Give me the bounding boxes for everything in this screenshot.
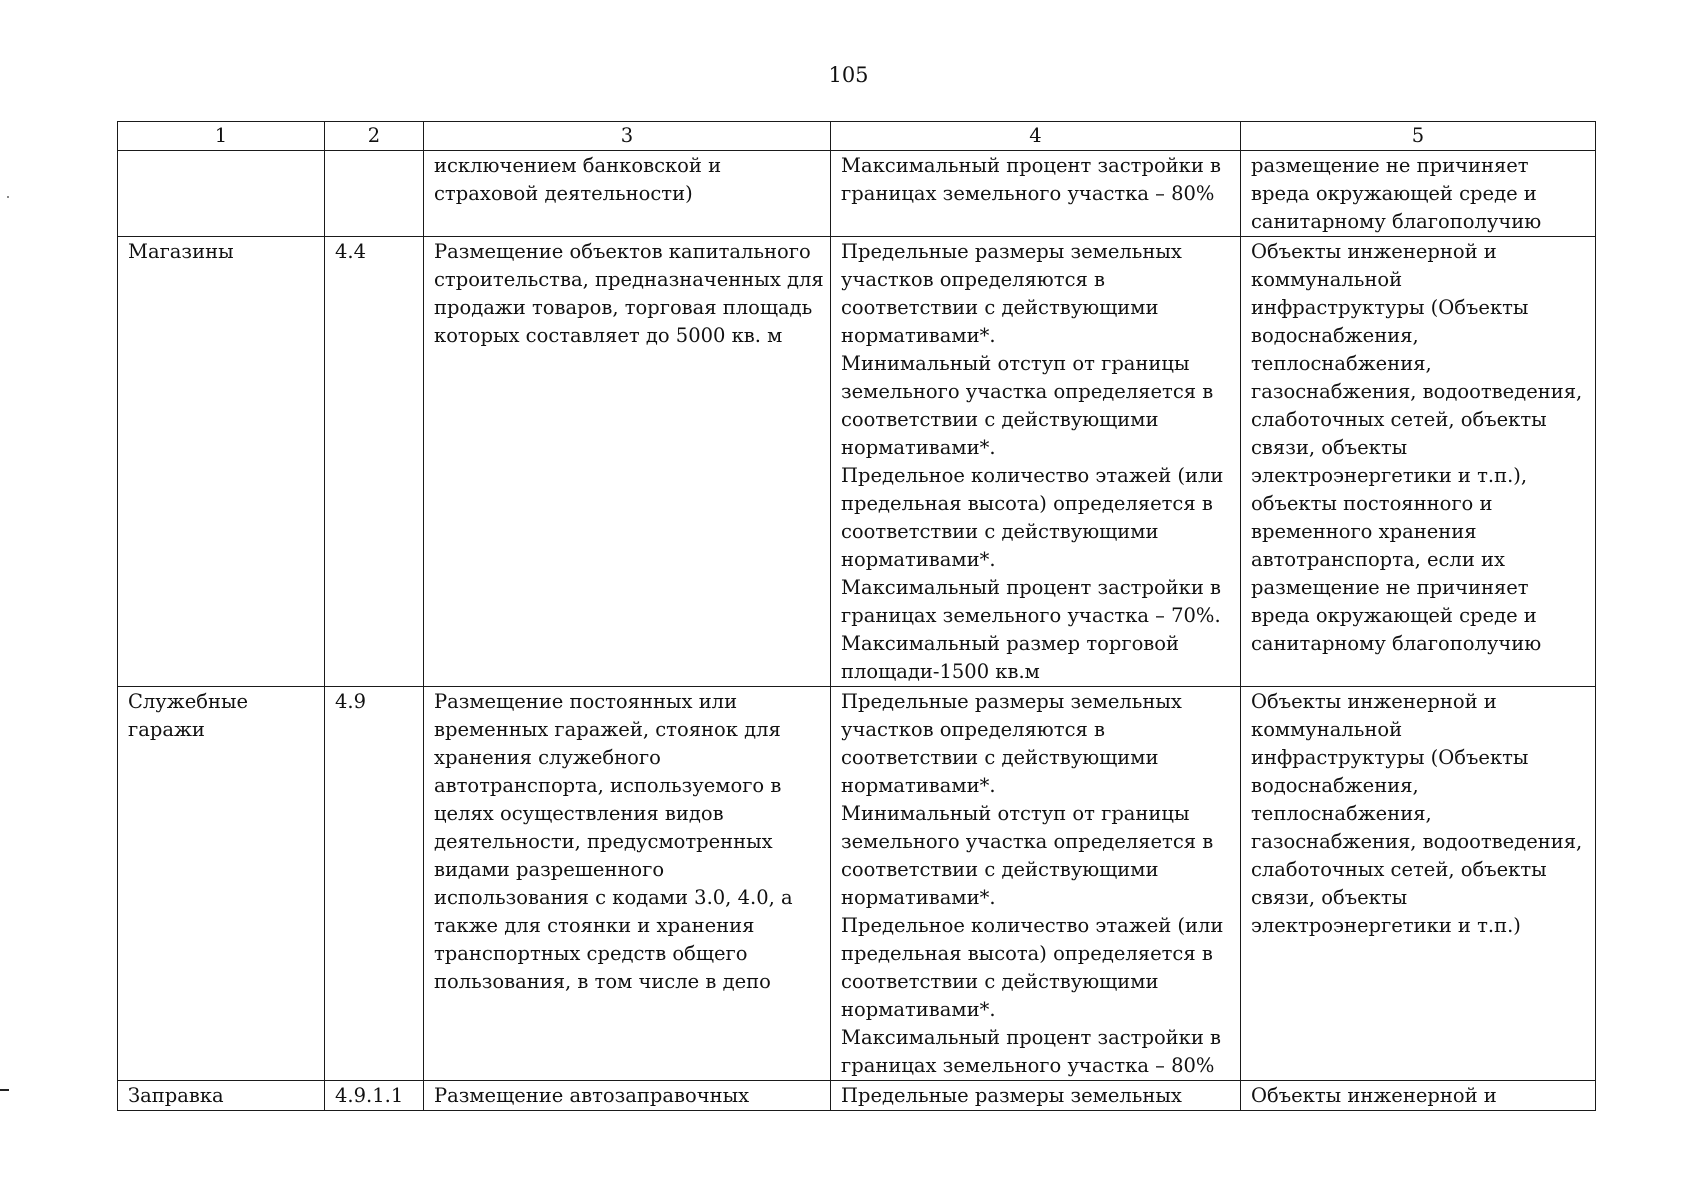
cell-text-line: соответствии с действующими [841,970,1159,993]
cell-text-line: коммунальной [1251,268,1403,291]
cell-text-line: объекты постоянного и [1251,492,1493,515]
table-row [118,151,1596,237]
use-code-cell [325,687,424,1081]
cell-text-line: теплоснабжения, [1251,802,1432,825]
cell-text-line: автотранспорта, если их [1251,548,1506,571]
cell-text-line: целях осуществления видов [434,802,724,825]
cell-text-line: Максимальный процент застройки в [841,576,1222,599]
cell-text-line: санитарному благополучию [1251,210,1542,233]
use-name-cell [118,687,325,1081]
cell-text-line: теплоснабжения, [1251,352,1432,375]
cell-text-line: размещение не причиняет [1251,154,1529,177]
parameters-cell [831,151,1241,237]
cell-text-line: Объекты инженерной и [1251,1084,1497,1107]
cell-text-line: границах земельного участка – 70%. [841,604,1221,627]
cell-text-line: пользования, в том числе в депо [434,970,771,993]
column-header: 5 [1241,122,1596,151]
cell-text-line: Минимальный отступ от границы [841,802,1190,825]
table-body [118,122,1596,1111]
cell-text-line: также для стоянки и хранения [434,914,755,937]
cell-text-line: Объекты инженерной и [1251,240,1497,263]
cell-text-line: нормативами*. [841,886,996,909]
use-description-cell [424,151,831,237]
cell-text-line: транспортных средств общего [434,942,748,965]
cell-text-line: временного хранения [1251,520,1477,543]
cell-text-line: предельная высота) определяется в [841,942,1213,965]
use-description-cell [424,1081,831,1111]
auxiliary-uses-cell [1241,687,1596,1081]
cell-text-line: соответствии с действующими [841,296,1159,319]
cell-text-line: Объекты инженерной и [1251,690,1497,713]
cell-text-line: видами разрешенного [434,858,665,881]
cell-text-line: Предельные размеры земельных [841,690,1182,713]
cell-text: 4.9.1.1 [335,1084,404,1107]
auxiliary-uses-cell [1241,1081,1596,1111]
parameters-cell [831,687,1241,1081]
table-header-row [118,122,1596,151]
auxiliary-uses-cell [1241,237,1596,687]
cell-text-line: границах земельного участка – 80% [841,182,1215,205]
cell-text-line: вреда окружающей среде и [1251,182,1537,205]
cell-text-line: коммунальной [1251,718,1403,741]
cell-text-line: инфраструктуры (Объекты [1251,746,1529,769]
cell-text-line: электроэнергетики и т.п.) [1251,914,1521,937]
cell-text-line: связи, объекты [1251,436,1408,459]
cell-text-line: участков определяются в [841,718,1105,741]
use-name-cell [118,1081,325,1111]
cell-text-line: предельная высота) определяется в [841,492,1213,515]
cell-text: Заправка [128,1084,224,1107]
table-row [118,237,1596,687]
use-code-cell [325,1081,424,1111]
cell-text-line: газоснабжения, водоотведения, [1251,380,1583,403]
page-number: 105 [828,63,869,87]
cell-text-line: санитарному благополучию [1251,632,1542,655]
cell-text-line: газоснабжения, водоотведения, [1251,830,1583,853]
cell-text-line: Размещение автозаправочных [434,1084,750,1107]
cell-text-line: электроэнергетики и т.п.), [1251,464,1528,487]
cell-text-line: временных гаражей, стоянок для [434,718,781,741]
table-row [118,1081,1596,1111]
cell-text-line: соответствии с действующими [841,520,1159,543]
cell-text-line: Размещение постоянных или [434,690,738,713]
cell-text-line: нормативами*. [841,324,996,347]
cell-text-line: которых составляет до 5000 кв. м [434,324,783,347]
cell-text-line: нормативами*. [841,998,996,1021]
auxiliary-uses-cell [1241,151,1596,237]
cell-text: 4.4 [335,240,367,263]
use-code-cell [325,237,424,687]
cell-text-line: Максимальный процент застройки в [841,154,1222,177]
table-row [118,687,1596,1081]
use-code-cell [325,151,424,237]
scan-speck [7,196,9,198]
column-header: 1 [118,122,325,151]
cell-text-line: Минимальный отступ от границы [841,352,1190,375]
cell-text-line: границах земельного участка – 80% [841,1054,1215,1077]
cell-text-line: нормативами*. [841,548,996,571]
cell-text-line: строительства, предназначенных для [434,268,824,291]
cell-text-line: соответствии с действующими [841,408,1159,431]
cell-text-line: Размещение объектов капитального [434,240,811,263]
cell-text-line: вреда окружающей среде и [1251,604,1537,627]
cell-text-line: слаботочных сетей, объекты [1251,408,1547,431]
cell-text-line: водоснабжения, [1251,774,1419,797]
column-header: 4 [831,122,1241,151]
cell-text-line: связи, объекты [1251,886,1408,909]
margin-mark [0,1089,9,1091]
cell-text-line: исключением банковской и [434,154,722,177]
permitted-use-table [117,121,1596,1111]
column-header: 3 [424,122,831,151]
cell-text-line: нормативами*. [841,774,996,797]
cell-text-line: нормативами*. [841,436,996,459]
cell-text-line: слаботочных сетей, объекты [1251,858,1547,881]
cell-text-line: Предельное количество этажей (или [841,914,1224,937]
use-description-cell [424,237,831,687]
cell-text-line: соответствии с действующими [841,746,1159,769]
column-header: 2 [325,122,424,151]
cell-text-line: Предельные размеры земельных [841,1084,1182,1107]
cell-text-line: автотранспорта, используемого в [434,774,782,797]
cell-text-line: площади-1500 кв.м [841,660,1040,683]
cell-text-line: продажи товаров, торговая площадь [434,296,813,319]
cell-text-line: размещение не причиняет [1251,576,1529,599]
cell-text-line: участков определяются в [841,268,1105,291]
cell-text-line: деятельности, предусмотренных [434,830,773,853]
cell-text: Служебные гаражи [128,690,249,741]
cell-text-line: страховой деятельности) [434,182,693,205]
parameters-cell [831,237,1241,687]
use-name-cell [118,151,325,237]
use-description-cell [424,687,831,1081]
parameters-cell [831,1081,1241,1111]
cell-text-line: соответствии с действующими [841,858,1159,881]
cell-text-line: инфраструктуры (Объекты [1251,296,1529,319]
cell-text: Магазины [128,240,234,263]
cell-text-line: Предельные размеры земельных [841,240,1182,263]
use-name-cell [118,237,325,687]
cell-text: 4.9 [335,690,367,713]
cell-text-line: Максимальный размер торговой [841,632,1180,655]
cell-text-line: земельного участка определяется в [841,380,1214,403]
cell-text-line: земельного участка определяется в [841,830,1214,853]
cell-text-line: Максимальный процент застройки в [841,1026,1222,1049]
cell-text-line: использования с кодами 3.0, 4.0, а [434,886,793,909]
cell-text-line: хранения служебного [434,746,661,769]
cell-text-line: Предельное количество этажей (или [841,464,1224,487]
cell-text-line: водоснабжения, [1251,324,1419,347]
